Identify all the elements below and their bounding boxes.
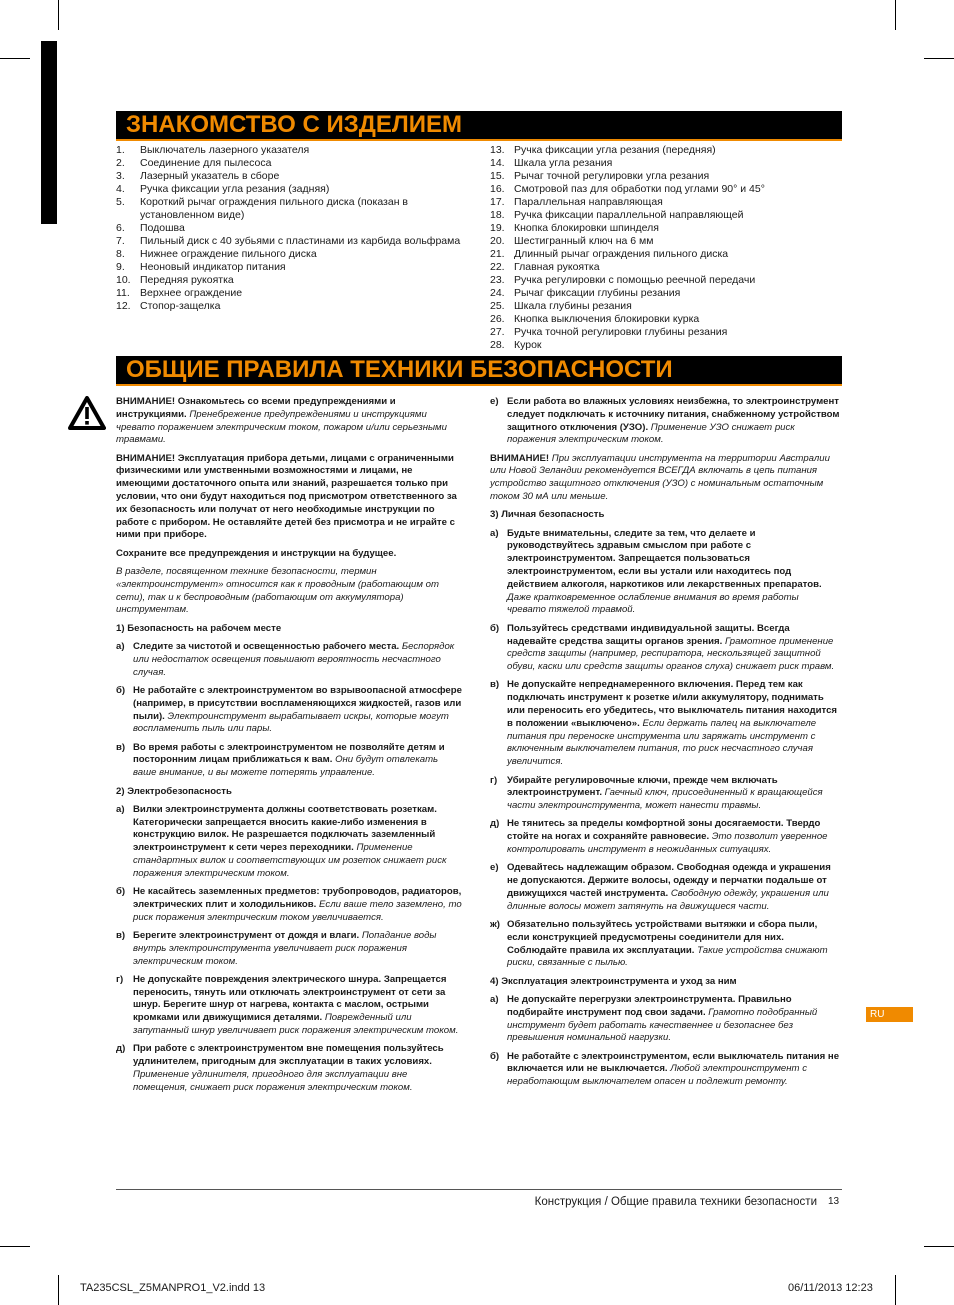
rule-item: б) Пользуйтесь средствами индивидуальной защиты. Всегда надевайте средства защиты органов зрения. Грамотное применение средств защиты (например, респиратора, нескользящей защитной обуви, каски или средств защиты органов слуха) снижает риск травм. xyxy=(490,622,835,673)
warning-triangle-icon xyxy=(68,396,106,430)
parts-list-item xyxy=(490,287,840,300)
item-text: Неоновый индикатор питания xyxy=(140,261,286,273)
item-text: Кнопка выключения блокировки курка xyxy=(514,313,700,325)
parts-list-item xyxy=(116,261,466,274)
crop-mark xyxy=(895,1275,896,1305)
language-badge: RU xyxy=(866,1007,913,1022)
item-number: 12. xyxy=(116,300,131,312)
rule-item: е) Одевайтесь надлежащим образом. Свободная одежда и украшения не допускаются. Держите волосы, одежду и перчатки подальше от движущихся частей инструмента. Свободную одежду, украшения или длинные волосы может затянуть на движущиеся части. xyxy=(490,862,831,912)
warning-paragraph: ВНИМАНИЕ! Эксплуатация прибора детьми, лицами с ограниченными физическими или умственными возможностями и лицами, не имеющими достаточного опыта или знаний, разрешается только при условии, что они будут находиться под присмотром ответственного за их безопасность или получат от него необходимые инструкции по работе с прибором. Не оставляйте детей без присмотра и не играйте с ними при приборе. xyxy=(116,452,457,541)
item-number: 22. xyxy=(490,261,505,273)
item-number: 21. xyxy=(490,248,505,260)
item-number: 16. xyxy=(490,183,505,195)
crop-mark xyxy=(0,1246,30,1247)
item-text: Ручка фиксации угла резания (передняя) xyxy=(514,144,716,156)
parts-list-item xyxy=(490,339,840,352)
item-number: 9. xyxy=(116,261,125,273)
subsection-heading: 4) Эксплуатация электроинструмента и уход за ним xyxy=(490,975,737,987)
indd-file-name: TA235CSL_Z5MANPRO1_V2.indd 13 xyxy=(80,1282,266,1294)
crop-mark xyxy=(924,58,954,59)
rule-item: а) Не допускайте перегрузки электроинструмента. Правильно подбирайте инструмент под свои задачи. Грамотно подобранный инструмент будет работать качественнее и безопаснее без превышения номинальной нагрузки. xyxy=(490,993,818,1044)
parts-list-item xyxy=(490,248,840,261)
section-title: ОБЩИЕ ПРАВИЛА ТЕХНИКИ БЕЗОПАСНОСТИ xyxy=(126,356,673,383)
parts-list-item xyxy=(116,235,466,248)
parts-list-item xyxy=(490,274,840,287)
print-timestamp: 06/11/2013 12:23 xyxy=(788,1282,873,1294)
parts-list-item xyxy=(490,183,840,196)
item-text: Стопор-защелка xyxy=(140,300,221,312)
item-number: 15. xyxy=(490,170,505,182)
item-text: Соединение для пылесоса xyxy=(140,157,272,169)
safety-column-right xyxy=(490,396,840,1095)
crop-mark xyxy=(0,58,30,59)
item-text: Параллельная направляющая xyxy=(514,196,663,208)
item-text: Ручка фиксации параллельной направляющей xyxy=(514,209,744,221)
item-number: 20. xyxy=(490,235,505,247)
item-text: Шкала глубины резания xyxy=(514,300,632,312)
item-number: 26. xyxy=(490,313,505,325)
safety-column-left xyxy=(116,396,463,1100)
parts-list-item xyxy=(116,170,466,183)
item-number: 8. xyxy=(116,248,125,260)
rule-item: д) Не тянитесь за пределы комфортной зоны досягаемости. Твердо стойте на ногах и сохраняйте равновесие. Это позволит уверенное контролировать инструмент в неожиданных ситуациях. xyxy=(490,818,828,855)
parts-list-item xyxy=(116,222,466,235)
rule-item: б) Не работайте с электроинструментом во взрывоопасной атмосфере (например, в присутствии воспламеняющихся жидкостей, газов или пыли). Электроинструмент вырабатывает искры, которые могут воспламенить пыль или пары. xyxy=(116,684,462,735)
parts-list-item xyxy=(490,144,840,157)
section-header-product xyxy=(116,111,842,141)
subsection-heading: 2) Электробезопасность xyxy=(116,785,232,797)
footer-title: Конструкция / Общие правила техники безопасности xyxy=(534,1196,817,1208)
item-text: Курок xyxy=(514,339,542,351)
warning-paragraph: ВНИМАНИЕ! Ознакомьтесь со всеми предупреждениями и инструкциями. Пренебрежение предупреждениями и инструкциями чревато поражением электрическим током, пожаром и/или серьезными травмами. xyxy=(116,396,447,446)
item-number: 4. xyxy=(116,183,125,195)
item-number: 3. xyxy=(116,170,125,182)
item-text: Пильный диск с 40 зубьями с пластинами из карбида вольфрама xyxy=(140,235,461,247)
section-header-safety xyxy=(116,356,842,386)
keep-instructions: Сохраните все предупреждения и инструкции на будущее. xyxy=(116,547,397,559)
item-number: 14. xyxy=(490,157,505,169)
parts-list-item xyxy=(490,170,840,183)
rule-item: е) Если работа во влажных условиях неизбежна, то электроинструмент следует подключать к источнику питания, снабженному устройством защитного отключения (УЗО). Применение УЗО снижает риск поражения электрическим током. xyxy=(490,396,840,446)
item-text: Смотровой паз для обработки под углами 90° и 45° xyxy=(514,183,765,195)
item-text: Верхнее ограждение xyxy=(140,287,243,299)
rule-item: в) Не допускайте непреднамеренного включения. Перед тем как подключать инструмент к розетке и/или аккумулятору, поднимать или переносить его убедитесь, что выключатель питания находится в положении «выключено». Если держать палец на выключателе питания при переноске инструмента или заряжать инструмент с включенным выключателем питания, то риск несчастного случая увеличится. xyxy=(490,679,838,768)
parts-list-left xyxy=(116,144,466,313)
parts-list-item xyxy=(490,157,840,170)
rule-item: д) При работе с электроинструментом вне помещения пользуйтесь удлинителем, пригодным для эксплуатации в таких условиях. Применение удлинителя, пригодного для эксплуатации вне помещения, снижает риск поражения электрическим током. xyxy=(116,1043,444,1093)
item-text: Кнопка блокировки шпинделя xyxy=(514,222,659,234)
rule-item: б) Не касайтесь заземленных предметов: трубопроводов, радиаторов, электрических плит и холодильников. Если ваше тело заземлено, то риск поражения электрическим током увеличивается. xyxy=(116,886,462,923)
item-text: Передняя рукоятка xyxy=(140,274,234,286)
subsection-heading: 3) Личная безопасность xyxy=(490,509,605,521)
parts-list-item xyxy=(116,248,466,261)
rule-item: г) Убирайте регулировочные ключи, прежде чем включать электроинструмент. Гаечный ключ, присоединенный к вращающейся части электроинструмента, может нанести травмы. xyxy=(490,774,823,812)
footer-divider xyxy=(116,1189,842,1190)
item-number: 17. xyxy=(490,196,505,208)
parts-list-item xyxy=(490,300,840,313)
item-text: Ручка точной регулировки глубины резания xyxy=(514,326,728,338)
rule-item: г) Не допускайте повреждения электрического шнура. Запрещается переносить, тянуть или отключать электроинструмент от сети за шнур. Берегите шнур от нагрева, контакта с маслом, острыми кромками или движущимися деталями. Поврежденный или запутанный шнур увеличивает риск поражения электрическим током. xyxy=(116,973,459,1037)
item-text: Длинный рычаг ограждения пильного диска xyxy=(514,248,729,260)
item-text: Главная рукоятка xyxy=(514,261,600,273)
parts-list-item xyxy=(490,222,840,235)
item-text: Рычаг фиксации глубины резания xyxy=(514,287,681,299)
parts-list-right xyxy=(490,144,840,352)
rule-item: б) Не работайте с электроинструментом, если выключатель питания не включается или не выключается. Любой электроинструмент с неработающим выключателем опасен и подлежит ремонту. xyxy=(490,1050,840,1088)
term-definition: В разделе, посвященном технике безопасности, термин «электроинструмент» относится как к проводным (работающим от сети), так и к беспроводным (работающим от аккумулятора) инструментам. xyxy=(116,566,439,616)
item-number: 28. xyxy=(490,339,505,351)
parts-list-item xyxy=(116,300,466,313)
parts-list-item xyxy=(116,144,466,157)
item-number: 6. xyxy=(116,222,125,234)
crop-mark xyxy=(895,0,896,30)
item-number: 10. xyxy=(116,274,131,286)
item-number: 23. xyxy=(490,274,505,286)
warning-paragraph: ВНИМАНИЕ! При эксплуатации инструмента на территории Австралии или Новой Зеландии рекомендуется ВСЕГДА включать в цепь питания устройство защитного отключения (УЗО) с номинальным остаточным током 30 мА или меньше. xyxy=(490,452,830,503)
item-number: 27. xyxy=(490,326,505,338)
crop-mark xyxy=(58,1275,59,1305)
subsection-heading: 1) Безопасность на рабочем месте xyxy=(116,622,282,634)
item-text: Лазерный указатель в сборе xyxy=(140,170,280,182)
side-tab-bar xyxy=(41,41,57,224)
parts-list-item xyxy=(116,157,466,170)
item-text: Ручка фиксации угла резания (задняя) xyxy=(140,183,330,195)
parts-list-item xyxy=(116,287,466,300)
parts-list-item xyxy=(116,196,466,222)
rule-item: в) Берегите электроинструмент от дождя и влаги. Попадание воды внутрь электроинструмента увеличивает риск поражения электрическим током. xyxy=(116,929,437,967)
parts-list-item xyxy=(490,313,840,326)
parts-list-item xyxy=(490,196,840,209)
item-number: 18. xyxy=(490,209,505,221)
item-text: Шестигранный ключ на 6 мм xyxy=(514,235,654,247)
item-text: Подошва xyxy=(140,222,185,234)
item-number: 24. xyxy=(490,287,505,299)
parts-list-item xyxy=(116,274,466,287)
item-number: 2. xyxy=(116,157,125,169)
parts-list-item xyxy=(490,261,840,274)
rule-item: а) Вилки электроинструмента должны соответствовать розеткам. Категорически запрещается вносить какие-либо изменения в конструкцию вилок. Не разрешается подключать заземленный электроинструмент к сети через переходники. Применение стандартных вилок и соответствующих им розеток снижает риск поражения электрическим током. xyxy=(116,803,447,879)
parts-list-item xyxy=(490,326,840,339)
page-number: 13 xyxy=(828,1196,840,1207)
item-text: Выключатель лазерного указателя xyxy=(140,144,310,156)
parts-list-item xyxy=(116,183,466,196)
item-number: 19. xyxy=(490,222,505,234)
item-text: Шкала угла резания xyxy=(514,157,613,169)
item-number: 1. xyxy=(116,144,125,156)
item-number: 25. xyxy=(490,300,505,312)
rule-item: в) Во время работы с электроинструментом не позволяйте детям и посторонним лицам приближаться к вам. Они будут отвлекать ваше внимание, и вы можете потерять управление. xyxy=(116,741,445,779)
item-number: 7. xyxy=(116,235,125,247)
crop-mark xyxy=(924,1246,954,1247)
rule-item: а) Будьте внимательны, следите за тем, что делаете и руководствуйтесь здравым смыслом при работе с электроинструментом. Запрещается пользоваться электроинструментом, если вы устали или находитесь под действием алкоголя, наркотиков или лекарственных препаратов. Даже кратковременное ослабление внимания во время работы чревато тяжелой травмой. xyxy=(490,527,822,616)
rule-item: ж) Обязательно пользуйтесь устройствами вытяжки и сбора пыли, если конструкцией предусмотрены соединители для них. Соблюдайте правила их эксплуатации. Такие устройства снижают риски, связанные с пылью. xyxy=(490,918,828,969)
item-number: 13. xyxy=(490,144,505,156)
item-number: 11. xyxy=(116,287,130,299)
crop-mark xyxy=(58,0,59,30)
item-text: Рычаг точной регулировки угла резания xyxy=(514,170,710,182)
rule-item: а) Следите за чистотой и освещенностью рабочего места. Беспорядок или недостаток освещения повышают вероятность несчастного случая. xyxy=(116,641,455,678)
item-number: 5. xyxy=(116,196,125,208)
parts-list-item xyxy=(490,235,840,248)
parts-list-item xyxy=(490,209,840,222)
item-text: Нижнее ограждение пильного диска xyxy=(140,248,317,260)
item-text: Ручка регулировки с помощью реечной передачи xyxy=(514,274,756,286)
section-title: ЗНАКОМСТВО С ИЗДЕЛИЕМ xyxy=(126,111,462,138)
item-text: Короткий рычаг ограждения пильного диска (показан в установленном виде) xyxy=(140,196,408,221)
